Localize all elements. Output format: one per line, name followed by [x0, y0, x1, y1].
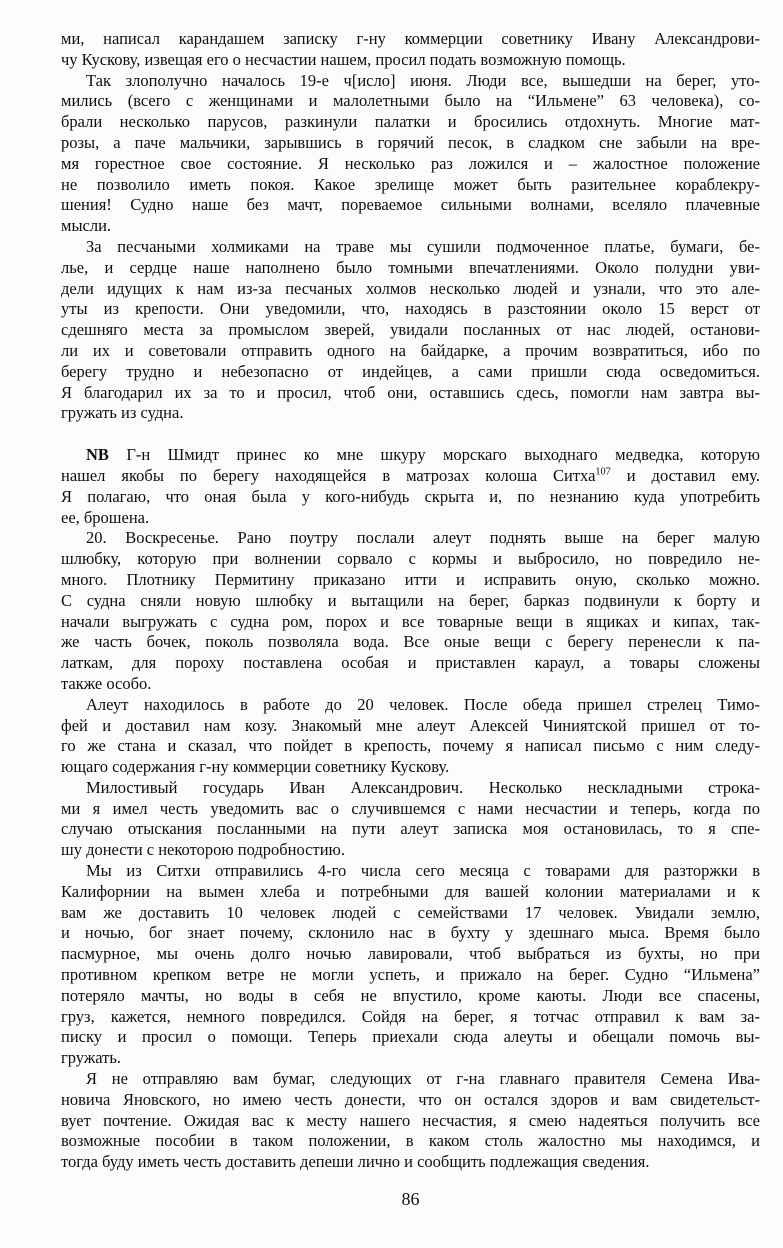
- text-segment: нашел якобы по берегу находящейся в матрозах колоша Ситха: [61, 465, 596, 485]
- text-segment: Я благодарил их за то и просил, чтоб они, оставшись сдесь, помогли нам завтра вы-: [61, 382, 760, 402]
- text-line: [61, 29, 760, 50]
- text-segment: ее, брошена.: [61, 507, 150, 527]
- page-number: 86: [401, 1189, 420, 1209]
- text-line: [61, 903, 760, 924]
- paragraph: [61, 861, 760, 1069]
- text-line: [61, 71, 760, 92]
- text-line: [61, 840, 760, 861]
- text-line: [61, 466, 760, 487]
- text-line: [61, 1131, 760, 1152]
- text-segment: не позволило иметь покоя. Какое зрелище может быть разительнее кораблекру-: [61, 174, 760, 194]
- text-line: [61, 757, 760, 778]
- text-line: [61, 695, 760, 716]
- text-segment: С судна сняли новую шлюбку и вытащили на берег, барказ подвинули к борту и: [61, 590, 760, 610]
- text-line: [61, 632, 760, 653]
- text-line: [61, 778, 760, 799]
- paragraph: [61, 778, 760, 861]
- text-line: [61, 1111, 760, 1132]
- text-segment: противном крепком ветре не могли успеть, и прижало на берег. Судно “Ильмена”: [61, 965, 760, 985]
- text-segment: шлюбку, которую при волнении сорвало с кормы и выбросило, но повредило не-: [61, 549, 760, 569]
- text-segment: начали выгружать с судна ром, порох и все товарные вещи в ящиках и кипах, так-: [61, 611, 760, 631]
- text-line: [61, 175, 760, 196]
- text-line: [61, 299, 760, 320]
- text-line: [61, 819, 760, 840]
- text-segment: гружать.: [61, 1048, 121, 1068]
- text-line: [61, 154, 760, 175]
- text-line: [61, 1007, 760, 1028]
- text-line: [61, 487, 760, 508]
- text-line: [61, 861, 760, 882]
- text-line: [61, 965, 760, 986]
- text-line: [61, 133, 760, 154]
- text-segment: го же стана и сказал, что пойдет в крепость, почему я написал письмо с ним следу-: [61, 736, 760, 756]
- text-segment: берегу трудно и небезопасно от индейцев, а сами пришли сюда осведомиться.: [61, 361, 760, 381]
- paragraph: [61, 445, 760, 528]
- text-segment: Калифорнии на вымен хлеба и потребными для вашей колонии материалами и к: [61, 881, 760, 901]
- text-segment: пасмурное, мы очень долго ночью лавировали, чтоб выбраться из бухты, но при: [61, 944, 760, 964]
- text-line: [61, 91, 760, 112]
- text-line: [61, 403, 760, 424]
- text-line: [61, 986, 760, 1007]
- text-line: [61, 716, 760, 737]
- text-segment: Я не отправляю вам бумаг, следующих от г-на главнаго правителя Семена Ива-: [86, 1069, 760, 1089]
- text-segment: мя горестное свое состояние. Я несколько раз ложился и – жалостное положение: [61, 153, 760, 173]
- text-line: [61, 674, 760, 695]
- text-line: [61, 944, 760, 965]
- text-segment: дели идущих к нам из-за песчаных холмов несколько людей и узнали, что это але-: [61, 278, 760, 298]
- nota-bene-marker: NB: [86, 445, 109, 465]
- text-segment: и ночью, бог знает почему, склонило нас в бухту у здешнаго мыса. Время было: [61, 923, 760, 943]
- text-segment: брали несколько парусов, разкинули палатки и бросились отдохнуть. Многие мат-: [61, 112, 760, 132]
- footnote-reference: 107: [595, 466, 611, 478]
- text-line: [61, 341, 760, 362]
- text-segment: За песчаными холмиками на траве мы сушили подмоченное платье, бумаги, бе-: [86, 236, 760, 256]
- text-line: [61, 112, 760, 133]
- text-line: [61, 216, 760, 237]
- text-line: [61, 549, 760, 570]
- text-line: [61, 237, 760, 258]
- text-line: [61, 923, 760, 944]
- text-line: [61, 258, 760, 279]
- text-line: [61, 528, 760, 549]
- text-segment: потеряло мачты, но воды в себя не впустило, кроме каюты. Люди все спасены,: [61, 985, 760, 1005]
- text-line: [61, 799, 760, 820]
- text-segment: писку и просил о помощи. Теперь приехали сюда алеуты и обещали помочь вы-: [61, 1027, 760, 1047]
- text-line: [61, 508, 760, 529]
- text-segment: Мы из Ситхи отправились 4-го числа сего месяца с товарами для разторжки в: [86, 861, 760, 881]
- text-segment: 20. Воскресенье. Рано поутру послали алеут поднять выше на берег малую: [86, 528, 760, 548]
- text-line: [61, 279, 760, 300]
- text-line: [61, 1069, 760, 1090]
- text-segment: Я полагаю, что оная была у кого-нибудь скрыта и, по незнанию куда употребить: [61, 486, 760, 506]
- text-column: [61, 29, 760, 1173]
- text-line: [61, 736, 760, 757]
- text-line: [61, 591, 760, 612]
- text-line: [61, 50, 760, 71]
- text-segment: Так злополучно началось 19-е ч[исло] июня. Люди все, вышедши на берег, уто-: [86, 70, 760, 90]
- text-segment: груз, кажется, немного повредился. Сойдя на берег, я тотчас отправил к вам за-: [61, 1006, 760, 1026]
- text-segment: лье, и сердце наше наполнено было томными впечатлениями. Около полудни уви-: [61, 257, 760, 277]
- text-segment: уты из крепости. Они уведомили, что, находясь в разстоянии около 15 верст от: [61, 299, 760, 319]
- text-segment: тогда буду иметь честь доставить депеши лично и сообщить подлежащия сведения.: [61, 1152, 650, 1172]
- text-line: [61, 195, 760, 216]
- text-line: [61, 1027, 760, 1048]
- text-line: [61, 570, 760, 591]
- text-line: [61, 445, 760, 466]
- paragraph: [61, 29, 760, 71]
- text-line: [61, 882, 760, 903]
- text-line: [61, 1048, 760, 1069]
- paragraph: [61, 1069, 760, 1173]
- text-segment: ми я имел честь уведомить вас о случившемся с нами несчастии и теперь, когда по: [61, 798, 760, 818]
- paragraph: [61, 695, 760, 778]
- text-segment: много. Плотнику Пермитину приказано итти и исправить оную, сколько можно.: [61, 569, 760, 589]
- text-segment: Г-н Шмидт принес ко мне шкуру морскаго выходнаго медведка, которую: [108, 445, 760, 465]
- paragraph: [61, 528, 760, 694]
- text-segment: вам же доставить 10 человек людей с семействами 17 человек. Увидали землю,: [61, 902, 760, 922]
- text-segment: же часть бочек, поколь позволяла вода. Все оные вещи с берегу перенесли к па-: [61, 632, 760, 652]
- text-segment: фей и доставил нам козу. Знакомый мне алеут Алексей Чиниятской пришел от то-: [61, 715, 760, 735]
- text-segment: розы, а паче мальчики, зарывшись в горячий песок, в сладком сне забыли на вре-: [61, 132, 760, 152]
- text-segment: ющаго содержания г-ну коммерции советнику Кускову.: [61, 757, 450, 777]
- text-segment: ли их и советовали отправить одного на байдарке, а прочим возвратиться, ибо по: [61, 340, 760, 360]
- paragraph: [61, 71, 760, 237]
- text-segment: чу Кускову, извещая его о несчастии нашем, просил подать возможную помощь.: [61, 49, 626, 69]
- text-segment: шу донести с некоторою подробностию.: [61, 840, 345, 860]
- text-segment: новича Яновского, но имею честь донести, что он остался здоров и вам свидетельст-: [61, 1089, 760, 1109]
- text-segment: ми, написал карандашем записку г-ну коммерции советнику Ивану Александрови-: [61, 29, 760, 48]
- text-segment: и доставил ему.: [610, 465, 760, 485]
- text-line: [61, 362, 760, 383]
- paragraph: [61, 237, 760, 424]
- text-segment: гружать из судна.: [61, 403, 184, 423]
- text-segment: мысли.: [61, 216, 112, 236]
- text-segment: Милостивый государь Иван Александрович. Несколько нескладными строка-: [86, 777, 760, 797]
- text-segment: вует почтение. Ожидая вас к месту нашего несчастия, я смею надеяться получить все: [61, 1110, 760, 1130]
- text-line: [61, 320, 760, 341]
- text-line: [61, 383, 760, 404]
- text-line: [61, 612, 760, 633]
- text-line: [61, 1090, 760, 1111]
- text-segment: латкам, для пороху поставлена особая и приставлен караул, а товары сложены: [61, 653, 760, 673]
- text-segment: сдешняго места за промыслом зверей, увидали посланных от нас людей, останови-: [61, 320, 760, 340]
- text-segment: шения! Судно наше без мачт, пореваемое сильными волнами, вселяло плачевные: [61, 195, 760, 215]
- text-line: [61, 653, 760, 674]
- text-line: [61, 1152, 760, 1173]
- text-segment: случаю отыскания посланными на пути алеут записка моя остановилась, то я спе-: [61, 819, 760, 839]
- text-segment: также особо.: [61, 673, 152, 693]
- text-segment: Алеут находилось в работе до 20 человек. После обеда пришел стрелец Тимо-: [86, 694, 760, 714]
- text-segment: мились (всего с женщинами и малолетными было на “Ильмене” 63 человека), со-: [61, 91, 760, 111]
- text-segment: возможные пособии в таком положении, в каком столь жалостно мы находимся, и: [61, 1131, 760, 1151]
